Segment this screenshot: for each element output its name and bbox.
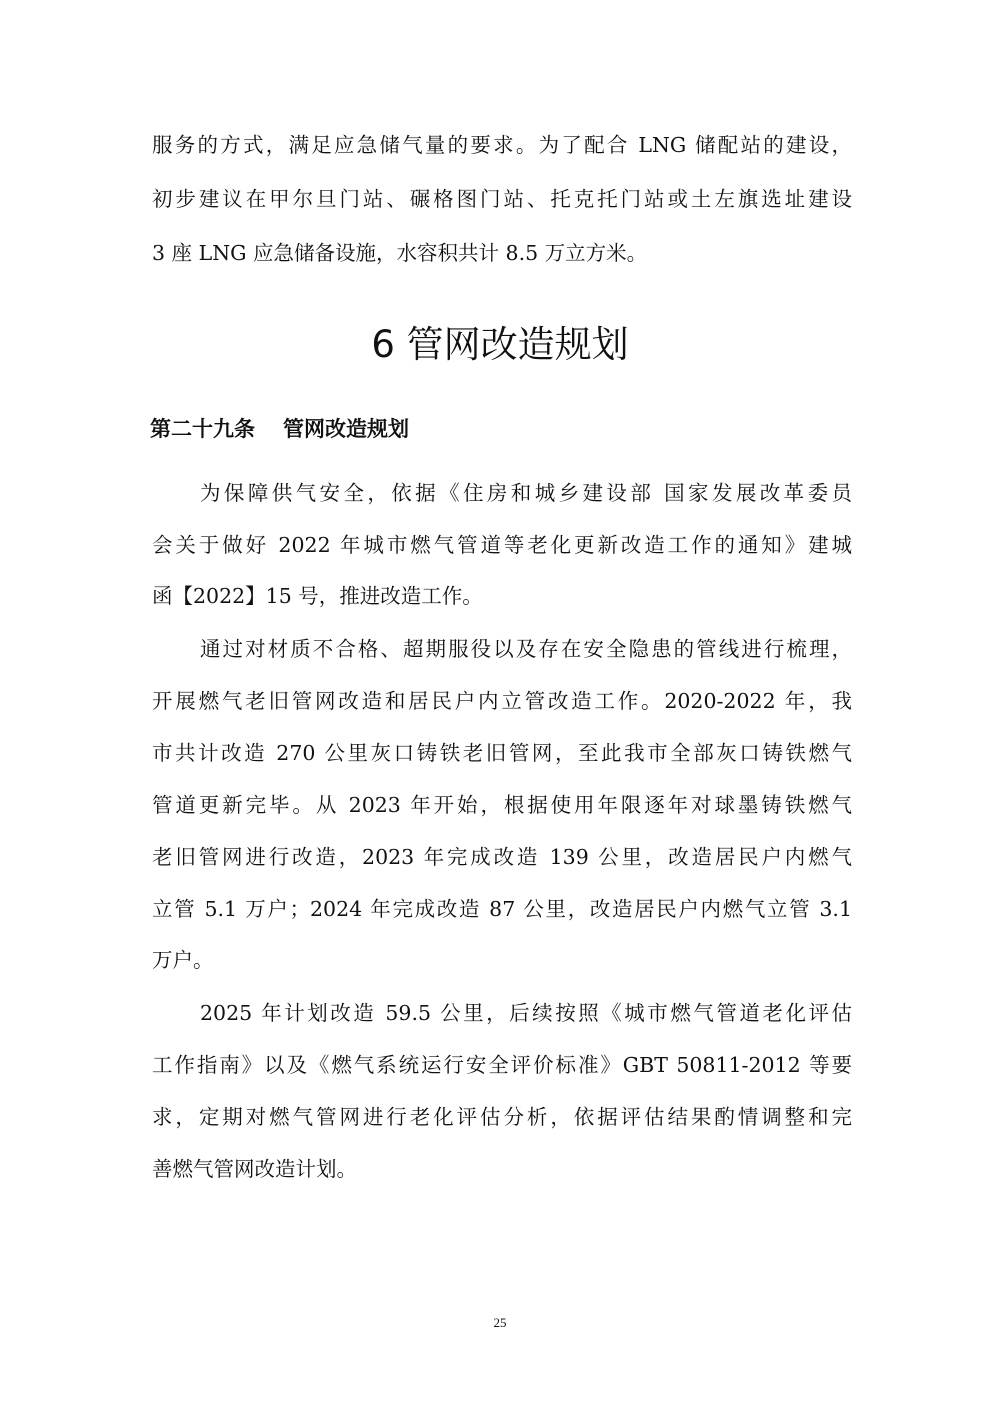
intro-line-1: 服务的方式，满足应急储气量的要求。为了配合 LNG 储配站的建设， <box>152 133 852 157</box>
paragraph-2-line-2: 开展燃气老旧管网改造和居民户内立管改造工作。2020-2022 年，我 <box>152 689 852 713</box>
paragraph-1-line-3: 函【2022】15 号，推进改造工作。 <box>152 584 483 608</box>
paragraph-2-line-3: 市共计改造 270 公里灰口铸铁老旧管网，至此我市全部灰口铸铁燃气 <box>152 741 852 765</box>
article-heading <box>150 413 409 445</box>
paragraph-2-line-7: 万户。 <box>152 948 214 972</box>
paragraph-3-line-3: 求，定期对燃气管网进行老化评估分析，依据评估结果酌情调整和完 <box>152 1105 852 1129</box>
chapter-title: 6 管网改造规划 <box>371 323 629 366</box>
article-number: 第二十九条 <box>150 417 255 441</box>
paragraph-2-line-6: 立管 5.1 万户；2024 年完成改造 87 公里，改造居民户内燃气立管 3.1 <box>152 897 852 921</box>
page-number: 25 <box>493 1315 507 1330</box>
paragraph-3-line-1: 2025 年计划改造 59.5 公里，后续按照《城市燃气管道老化评估 <box>200 1001 852 1025</box>
paragraph-2-line-5: 老旧管网进行改造，2023 年完成改造 139 公里，改造居民户内燃气 <box>152 845 852 869</box>
intro-line-2: 初步建议在甲尔旦门站、碾格图门站、托克托门站或土左旗选址建设 <box>152 187 852 211</box>
intro-line-3: 3 座 LNG 应急储备设施，水容积共计 8.5 万立方米。 <box>152 241 648 265</box>
paragraph-2-line-1: 通过对材质不合格、超期服役以及存在安全隐患的管线进行梳理， <box>200 637 852 661</box>
article-title: 管网改造规划 <box>283 417 409 441</box>
paragraph-3-line-2: 工作指南》以及《燃气系统运行安全评价标准》GBT 50811-2012 等要 <box>152 1053 852 1077</box>
paragraph-1-line-2: 会关于做好 2022 年城市燃气管道等老化更新改造工作的通知》建城 <box>152 533 852 557</box>
paragraph-1-line-1: 为保障供气安全，依据《住房和城乡建设部 国家发展改革委员 <box>200 481 852 505</box>
paragraph-2-line-4: 管道更新完毕。从 2023 年开始，根据使用年限逐年对球墨铸铁燃气 <box>152 793 852 817</box>
paragraph-3-line-4: 善燃气管网改造计划。 <box>152 1157 357 1181</box>
